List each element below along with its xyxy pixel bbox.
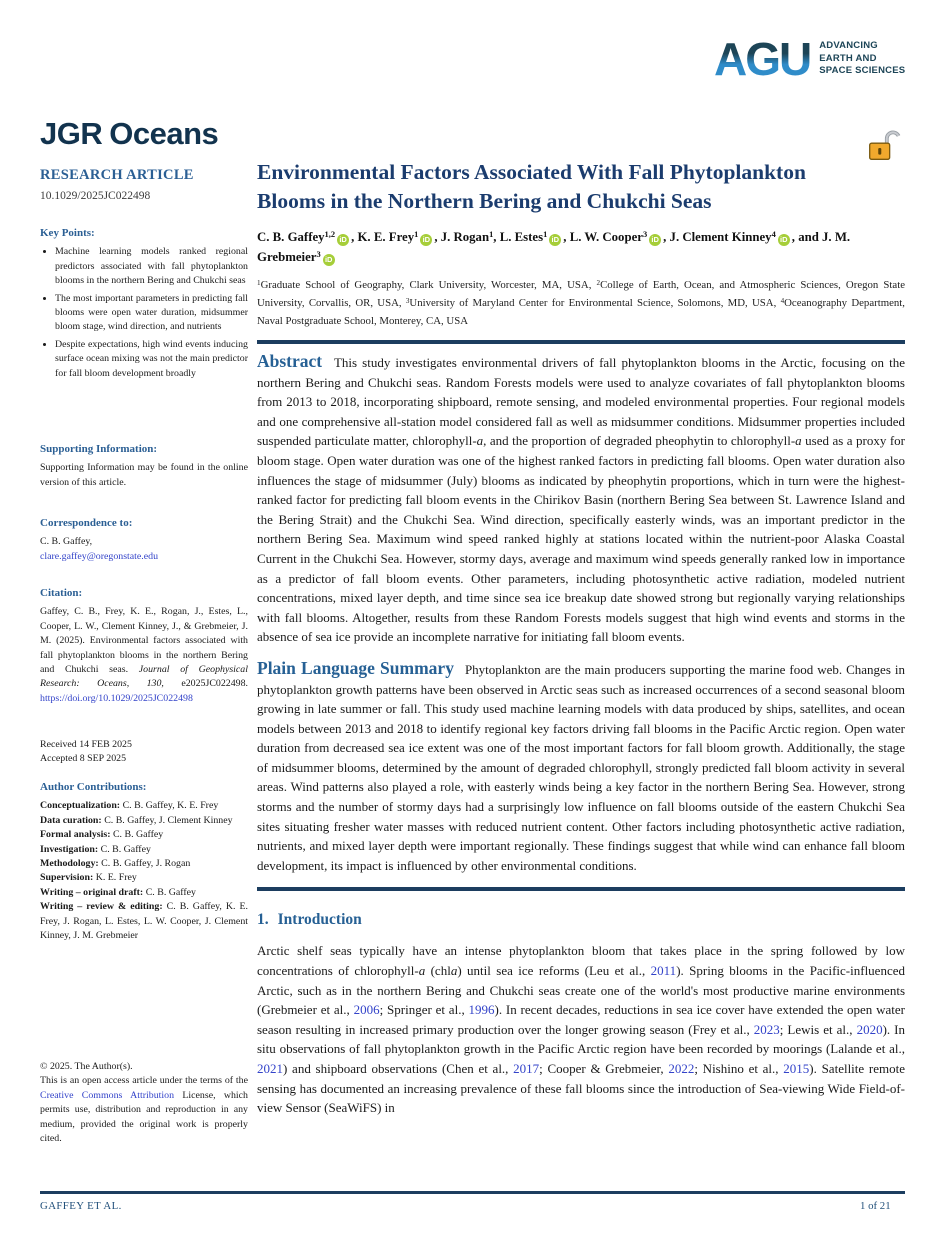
contribution-names: C. B. Gaffey xyxy=(100,843,151,855)
citation-year-link[interactable]: 2006 xyxy=(353,1002,380,1018)
text-run: e2025JC022498. xyxy=(163,678,248,690)
text-run: Graduate School of Geography, Clark University, Worcester, MA, USA, xyxy=(260,279,597,291)
text-run: , L. Estes xyxy=(493,230,544,244)
correspondence-section xyxy=(40,516,248,564)
contribution-names: K. E. Frey xyxy=(95,872,137,884)
contribution-names: C. B. Gaffey xyxy=(145,886,196,898)
agu-logo-icon: AGU xyxy=(714,33,811,85)
contribution-role: Supervision: xyxy=(40,872,96,884)
article-type-label: RESEARCH ARTICLE xyxy=(40,167,194,183)
text-run: ). Spring blooms in the Pacific-influenced Arctic, such as in the northern Bering and Chukchi seas create one of the world's most productive marine environments (Grebmeier et al., xyxy=(257,963,905,1018)
contribution-line xyxy=(40,900,248,943)
text-run: ; Cooper & Grebmeier, xyxy=(539,1061,669,1076)
text-run: Gaffey, C. B., Frey, K. E., Rogan, J., Estes, L., Cooper, L. W., Clement Kinney, J., & Grebmeier, J. M. (2025). Environmental factors associated with fall phytoplankton blooms in the northern Bering and Chukchi seas. xyxy=(40,606,248,676)
text-run: 2 xyxy=(596,278,601,287)
orcid-icon: iD xyxy=(420,234,432,246)
text-run: This study investigates environmental drivers of fall phytoplankton blooms in the Arctic, focusing on the northern Bering and Chukchi seas. Random Forests models were used to analyze covariates of fall phytoplankton blooms from 2013 to 2018, incorporating shipboard, remote sensing, and modeled environmental properties. Four regional models and one comprehensive all-station model considered fall as well as midsummer conditions. Midsummer properties included suspended particulate matter, chlorophyll- xyxy=(257,355,906,449)
text-run: 3 xyxy=(405,296,410,305)
affiliations xyxy=(257,277,905,330)
journal-logo-light: Oceans xyxy=(109,116,219,151)
text-run: used as a proxy for bloom stage. Open water duration was one of the highest ranked factors in predicting fall blooms. Open water duration also influences the stage of midsummer (July) blooms as indicated by pheophytin proportions, which in turn were the highest-ranked factor for predicting fall bloom events in the Chirikov Basin (northern Bering Sea between St. Lawrence Island and the Bering Strait) and the Chukchi Sea. Wind direction, specifically easterly winds, was an important predictor in the northern Bering Sea. Maximum wind speed ranked highly at stations located within the nutrient-poor Alaska Coastal Current in the Chukchi Sea. However, stormy days, average and maximum wind speeds generally ranked low in importance as a predictor of fall bloom events. Other parameters, including photosynthetic active radiation, modeled nutrient concentrations, mixed layer depth, and time since sea ice breakup date showed strong but regionally varying relationships with fall blooms. Altogether, results from these Random Forests models suggest that high wind events and storms in the absence of sea ice provide an incomplete narrative for initiating fall bloom events. xyxy=(257,433,906,645)
copyright-section xyxy=(40,1060,248,1146)
orcid-icon: iD xyxy=(323,254,335,266)
text-run: Oceanography Department, Naval Postgraduate School, Monterey, CA, USA xyxy=(257,297,905,327)
authors-line xyxy=(257,228,905,268)
introduction-label: Introduction xyxy=(277,911,362,929)
section-divider-bar xyxy=(257,340,905,344)
cc-license-link[interactable]: Creative Commons Attribution xyxy=(40,1089,175,1101)
text-run: ) until sea ice reforms (Leu et al., xyxy=(457,963,651,979)
orcid-icon: iD xyxy=(649,234,661,246)
contribution-line xyxy=(40,871,248,885)
footer-page-number: 1 of 21 xyxy=(860,1200,891,1212)
citation-section xyxy=(40,586,248,706)
copyright-line: © 2025. The Author(s). xyxy=(40,1061,133,1072)
text-run: (chl xyxy=(425,963,451,979)
text-run: Arctic shelf seas typically have an intense phytoplankton bloom that takes place in the spring followed by low concentrations of chlorophyll- xyxy=(257,943,905,979)
supporting-information-heading: Supporting Information: xyxy=(40,443,158,455)
text-run: License, which permits use, distribution and reproduction in any medium, provided the original work is properly cited. xyxy=(40,1089,248,1145)
contribution-role: Data curation: xyxy=(40,814,105,826)
abstract-heading: Abstract xyxy=(257,351,323,371)
text-run: ; Nishino et al., xyxy=(694,1061,784,1076)
citation-year-link[interactable]: 2020 xyxy=(856,1021,883,1037)
journal-logo xyxy=(40,116,218,152)
agu-tagline-line: EARTH AND xyxy=(819,52,877,64)
key-points-section xyxy=(40,226,248,384)
text-run: a xyxy=(476,433,484,449)
text-run: 3 xyxy=(642,229,648,240)
section-divider-bar xyxy=(257,887,905,891)
introduction-paragraph xyxy=(257,941,905,1117)
text-run: ). In recent decades, reductions in sea ice cover have extended the open water season resulting in increased primary production over the longer growing season (Frey et al., xyxy=(257,1002,905,1037)
text-run: 1,2 xyxy=(324,229,336,240)
correspondence-email-link[interactable]: clare.gaffey@oregonstate.edu xyxy=(40,550,159,562)
correspondence-heading: Correspondence to: xyxy=(40,517,133,529)
text-run: C. B. Gaffey xyxy=(257,230,325,244)
text-run: This is an open access article under the terms of the xyxy=(40,1075,248,1087)
orcid-icon: iD xyxy=(337,234,349,246)
text-run: 4 xyxy=(780,296,785,305)
citation-heading: Citation: xyxy=(40,587,83,599)
article-title: Environmental Factors Associated With Fall Phytoplankton Blooms in the Northern Bering and Chukchi Seas xyxy=(257,160,806,213)
text-run: 1 xyxy=(414,229,419,240)
history-dates-section xyxy=(40,738,248,767)
contribution-role: Investigation: xyxy=(40,843,101,855)
introduction-number: 1. xyxy=(257,911,269,929)
text-run: , and J. M. Grebmeier xyxy=(257,230,851,264)
agu-tagline-line: SPACE SCIENCES xyxy=(819,65,906,77)
footer-running-head: GAFFEY ET AL. xyxy=(40,1200,122,1212)
contribution-line xyxy=(40,843,248,857)
orcid-icon: iD xyxy=(778,234,790,246)
citation-year-link[interactable]: 1996 xyxy=(468,1002,495,1018)
text-run: a xyxy=(418,963,426,979)
key-points-heading: Key Points: xyxy=(40,227,95,239)
text-run: ). Satellite remote sensing has documented an increasing prevalence of these fall blooms since the introduction of Sea-viewing Wide Field-of-view Sensor (SeaWiFS) in xyxy=(257,1061,905,1116)
key-points-list xyxy=(40,245,248,381)
plain-language-summary-paragraph xyxy=(257,659,905,876)
abstract-text xyxy=(257,355,905,644)
text-run: Journal of Geophysical Research: Oceans, 130, xyxy=(40,664,248,690)
text-run: , L. W. Cooper xyxy=(563,230,643,244)
footer-rule xyxy=(40,1191,905,1194)
plain-language-summary-text xyxy=(257,662,905,873)
introduction-heading xyxy=(257,911,905,929)
text-run: , J. Rogan xyxy=(434,230,490,244)
text-run: , K. E. Frey xyxy=(351,230,415,244)
citation-year-link[interactable]: 2011 xyxy=(650,963,677,979)
text-run: ). In situ observations of fall phytoplankton growth in the Pacific Arctic region have been recorded by moorings (Lalande et al., xyxy=(257,1021,905,1057)
citation-year-link[interactable]: 2023 xyxy=(753,1021,780,1037)
article-doi: 10.1029/2025JC022498 xyxy=(40,190,151,202)
contribution-line xyxy=(40,814,248,828)
text-run: a xyxy=(795,433,802,449)
citation-year-link[interactable]: 2021 xyxy=(257,1061,283,1076)
contribution-names: C. B. Gaffey, K. E. Frey xyxy=(122,800,219,812)
journal-logo-bold: JGR xyxy=(40,116,103,151)
contribution-names: C. B. Gaffey, K. E. Frey, J. Rogan, L. Estes, L. W. Cooper, J. Clement Kinney, J. M. Grebmeier xyxy=(40,901,248,942)
text-run: University of Maryland Center for Environmental Science, Solomons, MD, USA, xyxy=(409,297,781,309)
contribution-names: C. B. Gaffey, J. Rogan xyxy=(101,858,191,870)
contribution-role: Conceptualization: xyxy=(40,800,123,812)
citation-year-link[interactable]: 2017 xyxy=(513,1061,540,1076)
contribution-line xyxy=(40,799,248,813)
contribution-line xyxy=(40,886,248,900)
supporting-information-section xyxy=(40,442,248,490)
text-run: ; Lewis et al., xyxy=(779,1021,857,1037)
citation-doi-link[interactable]: https://doi.org/10.1029/2025JC022498 xyxy=(40,692,193,704)
key-point-item: • Despite expectations, high wind events inducing surface ocean mixing was not the main predictor for fall bloom development broadly xyxy=(55,338,248,381)
citation-text xyxy=(40,605,248,706)
text-run: a xyxy=(450,963,458,979)
correspondence-name: C. B. Gaffey, xyxy=(40,536,93,548)
accepted-date: Accepted 8 SEP 2025 xyxy=(40,753,127,765)
contribution-role: Methodology: xyxy=(40,858,102,870)
key-point-item: • The most important parameters in predicting fall blooms were open water duration, midsummer bloom stage, wind direction, and nutrients xyxy=(55,292,248,335)
text-run: , J. Clement Kinney xyxy=(663,230,772,244)
contribution-line xyxy=(40,857,248,871)
text-run: , and the proportion of degraded pheophytin to chlorophyll- xyxy=(483,433,796,449)
text-run: 3 xyxy=(316,249,321,260)
license-text xyxy=(40,1074,248,1146)
article-main-column xyxy=(257,158,905,1130)
received-date: Received 14 FEB 2025 xyxy=(40,739,132,750)
author-contributions-section xyxy=(40,780,248,943)
citation-year-link[interactable]: 2022 xyxy=(668,1061,695,1076)
agu-logo xyxy=(714,33,906,85)
text-run: ) and shipboard observations (Chen et al., xyxy=(283,1061,514,1076)
contribution-role: Writing – original draft: xyxy=(40,886,146,898)
text-run: 1 xyxy=(543,229,548,240)
orcid-icon: iD xyxy=(549,234,561,246)
contribution-names: C. B. Gaffey, J. Clement Kinney xyxy=(104,814,233,826)
contribution-role: Writing – review & editing: xyxy=(40,901,167,913)
text-run: 4 xyxy=(771,229,776,240)
plain-language-summary-heading: Plain Language Summary xyxy=(257,657,454,678)
text-run: ; Springer et al., xyxy=(379,1002,469,1018)
agu-tagline xyxy=(819,40,905,77)
text-run: College of Earth, Ocean, and Atmospheric Sciences, Oregon State University, Corvallis, OR, USA, xyxy=(257,279,905,309)
text-run: Phytoplankton are the main producers supporting the marine food web. Changes in phytoplankton growth patterns have been observed in Arctic seas such as increased occurrences of a second seasonal bloom growing in late summer or fall. This study used machine learning models with data produced by ships, satellites, and ocean models between 2013 and 2018 to identify regional key factors driving fall blooms in the Pacific Arctic region. Open water duration from decreased sea ice extent was one of the most important factors for fall bloom growth. Additionally, the stage of midsummer blooms, determined by the amount of degraded chlorophyll, strongly predicted fall bloom activity in several areas. Wind patterns also played a role, with easterly winds being a key factor in the northern Bering Sea. However, strong storms and the number of stormy days had a surprisingly low influence on fall blooms outside of the eastern Chukchi Sea sites situating fresher water masses with reduced nutrient content. Other factors including photosynthetic active radiation, nutrients, and mixed layer depth were important regionally. These findings suggest that while wind can enhance fall bloom development, its impact is influenced by other environmental conditions. xyxy=(257,661,905,873)
citation-year-link[interactable]: 2015 xyxy=(783,1061,810,1076)
key-point-item: • Machine learning models ranked regional predictors associated with fall phytoplankton blooms in the northern Bering and Chukchi seas xyxy=(55,245,248,288)
abstract-paragraph xyxy=(257,352,905,647)
contribution-role: Formal analysis: xyxy=(40,829,113,841)
contribution-names: C. B. Gaffey xyxy=(112,829,164,841)
supporting-information-text: Supporting Information may be found in the online version of this article. xyxy=(40,462,248,488)
text-run: 1 xyxy=(257,278,261,287)
contribution-line xyxy=(40,828,248,842)
author-contributions-heading: Author Contributions: xyxy=(40,781,147,793)
text-run: 1 xyxy=(489,229,494,240)
agu-tagline-line: ADVANCING xyxy=(819,40,878,52)
